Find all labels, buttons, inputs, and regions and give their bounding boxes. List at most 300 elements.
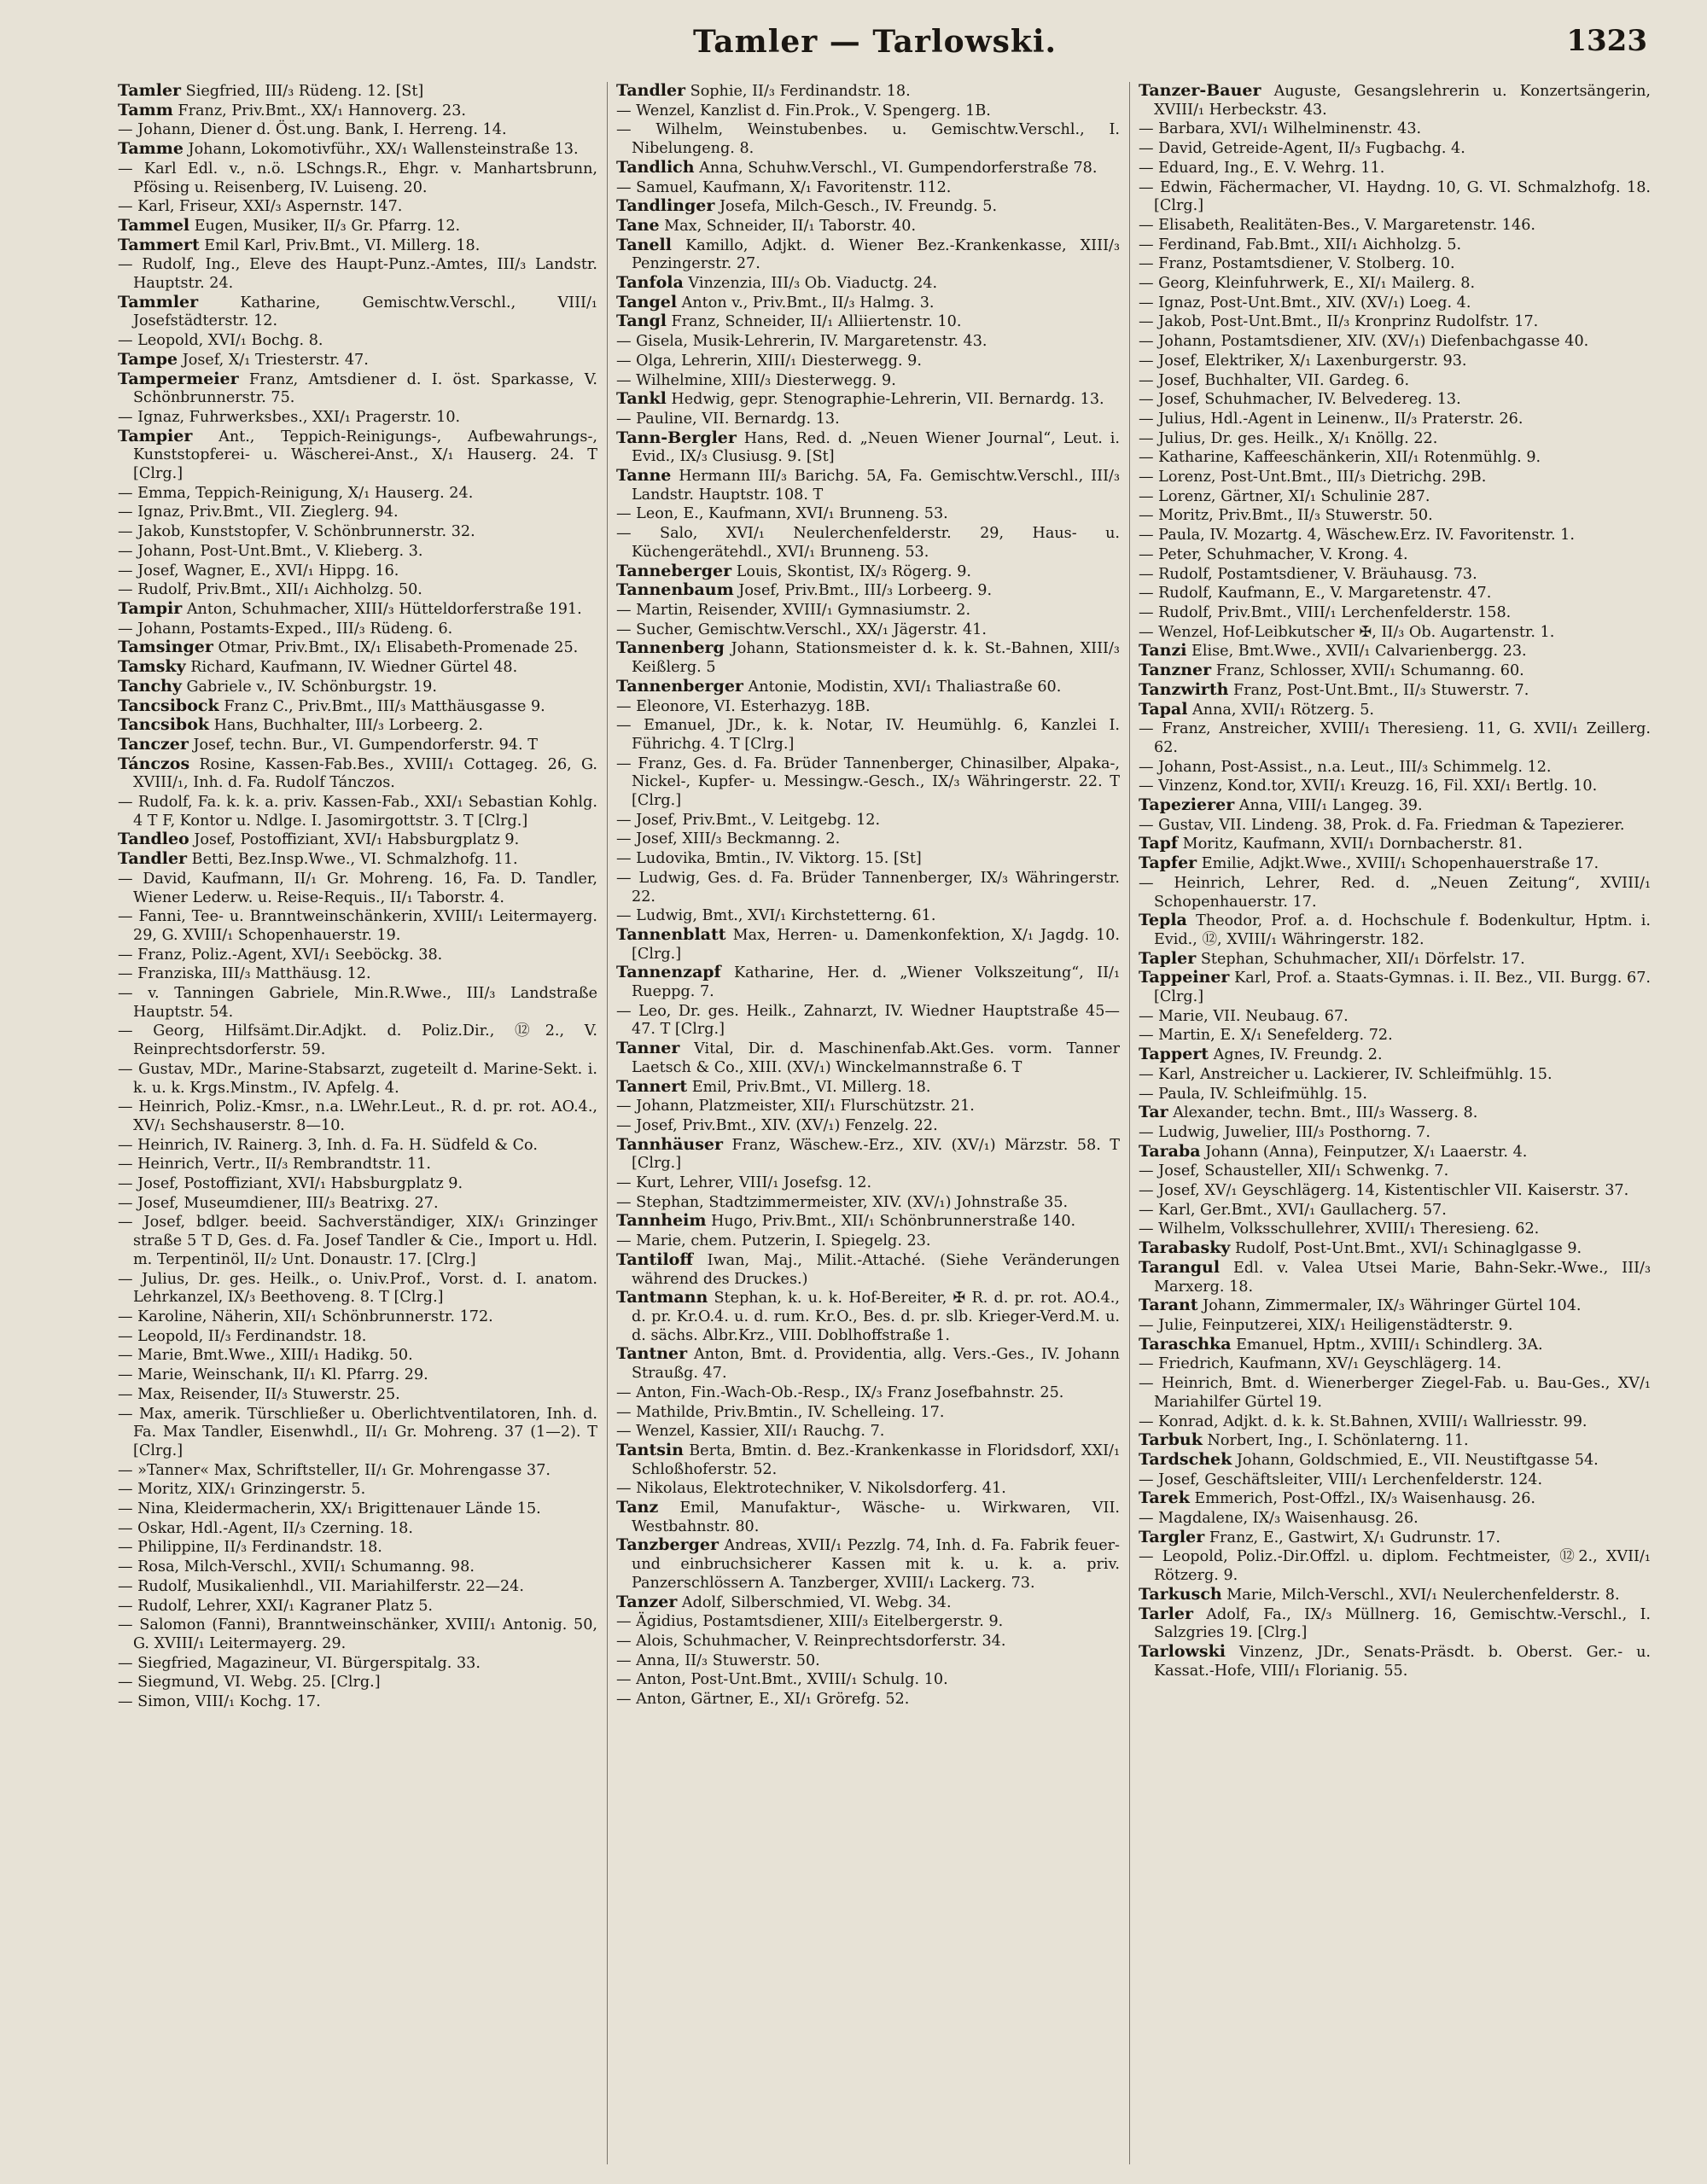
entry-details: — Leo, Dr. ges. Heilk., Zahnarzt, IV. Wiedner Hauptstraße 45—47. T [Clrg.]: [616, 1002, 1120, 1039]
entry-surname: Tánczos: [118, 754, 190, 773]
entry-details: — Max, Reisender, II/₃ Stuwerstr. 25.: [118, 1385, 400, 1403]
entry-surname: Tandleo: [118, 830, 189, 849]
entry-details: Alexander, techn. Bmt., III/₃ Wasserg. 8.: [1168, 1104, 1478, 1122]
entry-details: Antonie, Modistin, XVI/₁ Thaliastraße 60.: [743, 678, 1062, 696]
entry-surname: Tanzberger: [616, 1535, 720, 1555]
directory-entry: [1139, 874, 1651, 911]
entry-surname: Tancsibok: [118, 715, 210, 735]
entry-details: — Johann, Diener d. Öst.ung. Bank, I. Herreng. 14.: [118, 121, 507, 139]
directory-entry: [616, 1403, 1120, 1423]
entry-details: — Anton, Gärtner, E., XI/₁ Grörefg. 52.: [616, 1691, 910, 1709]
entry-details: Iwan, Maj., Milit.-Attaché. (Siehe Veränderungen während des Druckes.): [632, 1251, 1120, 1288]
entry-surname: Tapler: [1139, 948, 1197, 968]
entry-details: — Salo, XVI/₁ Neulerchenfelderstr. 29, Haus- u. Küchengerätehdl., XVI/₁ Brunneng. 53.: [616, 525, 1120, 561]
entry-details: — Karl, Friseur, XXI/₃ Aspernstr. 147.: [118, 198, 403, 216]
entry-surname: Tampir: [118, 598, 183, 618]
entry-details: — Ludovika, Bmtin., IV. Viktorg. 15. [St]: [616, 850, 922, 868]
directory-entry: [616, 217, 1120, 236]
entry-details: — Franziska, III/₃ Matthäusg. 12.: [118, 965, 371, 983]
directory-entry: [1139, 1451, 1651, 1471]
entry-details: Ant., Teppich-Reinigungs-, Aufbewahrungs-, Kunststopferei- u. Wäscherei-Anst., X/₁ Hauserg. 24. T [Clrg.]: [133, 428, 597, 483]
directory-entry: [616, 869, 1120, 906]
entry-details: — Johann, Platzmeister, XII/₁ Flurschützstr. 21.: [616, 1098, 975, 1115]
entry-surname: Tanczer: [118, 734, 189, 754]
entry-details: — Marie, chem. Putzerin, I. Spiegelg. 23.: [616, 1232, 931, 1250]
directory-entry: [1139, 1412, 1651, 1432]
directory-entry: [616, 1136, 1120, 1174]
directory-entry: [616, 1612, 1120, 1632]
entry-details: — Lorenz, Gärtner, XI/₁ Schulinie 287.: [1139, 487, 1430, 505]
entry-details: — Johann, Postamtsdiener, XIV. (XV/₁) Diefenbachgasse 40.: [1139, 333, 1589, 351]
directory-entry: [616, 1441, 1120, 1479]
entry-details: — Anton, Fin.-Wach-Ob.-Resp., IX/₃ Franz Josefbahnstr. 25.: [616, 1383, 1064, 1401]
directory-entry: [118, 946, 597, 965]
column-divider: [1129, 82, 1130, 2164]
directory-entry: [1139, 1296, 1651, 1316]
directory-entry: [1139, 1162, 1651, 1181]
entry-details: Franz, Schlosser, XVII/₁ Schumanng. 60.: [1211, 662, 1524, 680]
directory-entry: [1139, 390, 1651, 410]
entry-details: — Elisabeth, Realitäten-Bes., V. Margaretenstr. 146.: [1139, 216, 1535, 234]
entry-details: — Martin, Reisender, XVIII/₁ Gymnasiumstr. 2.: [616, 601, 971, 619]
directory-entry: [1139, 835, 1651, 854]
directory-entry: [118, 1346, 597, 1366]
entry-surname: Tandlinger: [616, 196, 715, 216]
directory-entry: [1139, 1471, 1651, 1490]
entry-details: — Gisela, Musik-Lehrerin, IV. Margaretenstr. 43.: [616, 333, 987, 351]
running-title: Tamler — Tarlowski.: [692, 24, 1057, 60]
entry-surname: Tantner: [616, 1344, 688, 1364]
entry-details: — Leopold, Poliz.-Dir.Offzl. u. diplom. Fechtmeister, ⑫2., XVII/₁ Rötzerg. 9.: [1139, 1548, 1651, 1585]
directory-entry: [616, 1097, 1120, 1116]
entry-details: Franz C., Priv.Bmt., III/₃ Matthäusgasse 9.: [218, 697, 545, 715]
entry-details: — Josef, Museumdiener, III/₃ Beatrixg. 27.: [118, 1194, 439, 1212]
entry-details: — Jakob, Kunststopfer, V. Schönbrunnerstr. 32.: [118, 523, 475, 541]
directory-entry: [118, 428, 597, 484]
entry-surname: Tampier: [118, 426, 193, 446]
entry-details: Andreas, XVII/₁ Pezzlg. 74, Inh. d. Fa. Fabrik feuer- und einbruchsicherer Kassen mit k. u. k. a. priv. Panzerschlössern A. Tanzberger, XVIII/₁ Lackerg. 73.: [632, 1537, 1120, 1592]
entry-details: Franz, Amtsdiener d. I. öst. Sparkasse, V. Schönbrunnerstr. 75.: [133, 370, 597, 407]
entry-details: — Vinzenz, Kond.tor, XVII/₁ Kreuzg. 16, Fil. XXI/₁ Bertlg. 10.: [1139, 778, 1598, 795]
entry-details: Adolf, Fa., IX/₃ Müllnerg. 16, Gemischtw.-Verschl., I. Salzgries 19. [Clrg.]: [1154, 1605, 1651, 1642]
directory-entry: [118, 1616, 597, 1653]
column-right: [1139, 82, 1651, 2164]
entry-details: — Leopold, XVI/₁ Bochg. 8.: [118, 332, 323, 350]
entry-details: Eugen, Musiker, II/₃ Gr. Pfarrg. 12.: [189, 217, 461, 235]
directory-entry: [118, 793, 597, 830]
entry-details: Johann (Anna), Feinputzer, X/₁ Laaerstr. 4.: [1200, 1143, 1528, 1161]
directory-entry: [1139, 681, 1651, 701]
entry-details: — Josef, Wagner, E., XVI/₁ Hippg. 16.: [118, 562, 399, 579]
entry-details: Anton, Bmt. d. Providentia, allg. Vers.-Ges., IV. Johann Straußg. 47.: [632, 1346, 1120, 1383]
entry-details: — Rudolf, Musikalienhdl., VII. Mariahilferstr. 22—24.: [118, 1577, 524, 1595]
page-number: 1323: [1566, 24, 1647, 58]
entry-surname: Tarbuk: [1139, 1430, 1203, 1450]
entry-details: — Karl, Ger.Bmt., XVI/₁ Gaullacherg. 57.: [1139, 1201, 1447, 1219]
entry-surname: Tanz: [616, 1498, 659, 1517]
directory-entry: [118, 102, 597, 121]
directory-entry: [118, 503, 597, 522]
directory-entry: [1139, 487, 1651, 507]
entry-surname: Tapal: [1139, 699, 1188, 719]
entry-details: Betti, Bez.Insp.Wwe., VI. Schmalzhofg. 11.: [187, 851, 518, 869]
directory-entry: [1139, 1547, 1651, 1585]
directory-entry: [616, 926, 1120, 964]
directory-entry: [1139, 1316, 1651, 1336]
entry-details: — Jakob, Post-Unt.Bmt., II/₃ Kronprinz Rudolfstr. 17.: [1139, 313, 1539, 331]
directory-entry: [118, 907, 597, 945]
entry-details: Norbert, Ing., I. Schönlaterng. 11.: [1202, 1432, 1469, 1450]
directory-entry: [1139, 911, 1651, 949]
entry-surname: Tanzer-Bauer: [1139, 82, 1261, 100]
entry-details: — Mathilde, Priv.Bmtin., IV. Schelleing. 17.: [616, 1403, 945, 1421]
directory-entry: [1139, 1007, 1651, 1027]
directory-entry: [1139, 1239, 1651, 1259]
directory-entry: [616, 849, 1120, 869]
directory-entry: [616, 1040, 1120, 1077]
directory-entry: [616, 1479, 1120, 1499]
directory-entry: [1139, 274, 1651, 294]
directory-entry: [118, 217, 597, 236]
directory-entry: [1139, 236, 1651, 255]
directory-entry: [616, 1383, 1120, 1403]
directory-entry: [118, 1480, 597, 1500]
directory-entry: [616, 1345, 1120, 1383]
entry-details: Stephan, Schuhmacher, XII/₁ Dörfelstr. 17.: [1196, 950, 1525, 968]
directory-entry: [1139, 178, 1651, 216]
directory-entry: [118, 658, 597, 678]
directory-entry: [118, 1327, 597, 1347]
entry-details: Emilie, Adjkt.Wwe., XVIII/₁ Schopenhauerstraße 17.: [1197, 855, 1599, 873]
entry-details: — Rudolf, Ing., Eleve des Haupt-Punz.-Amtes, III/₃ Landstr. Hauptstr. 24.: [118, 256, 597, 293]
directory-entry: [1139, 796, 1651, 816]
directory-entry: [1139, 1374, 1651, 1412]
entry-details: Emil, Manufaktur-, Wäsche- u. Wirkwaren, VII. Westbahnstr. 80.: [632, 1500, 1120, 1535]
entry-details: — Nikolaus, Elektrotechniker, V. Nikolsdorferg. 41.: [616, 1480, 1006, 1498]
directory-entry: [118, 830, 597, 850]
entry-surname: Tandlich: [616, 157, 695, 177]
entry-details: — Rudolf, Priv.Bmt., XII/₁ Aichholzg. 50.: [118, 581, 422, 599]
entry-details: — Anna, II/₃ Stuwerstr. 50.: [616, 1651, 820, 1669]
entry-details: — Wenzel, Kanzlist d. Fin.Prok., V. Spengerg. 1B.: [616, 102, 991, 119]
directory-entry: [1139, 1026, 1651, 1045]
directory-entry: [1139, 1045, 1651, 1065]
directory-entry: [1139, 701, 1651, 720]
entry-details: Gabriele v., IV. Schönburgstr. 19.: [181, 678, 437, 696]
directory-entry: [1139, 352, 1651, 371]
entry-details: Anna, Schuhw.Verschl., VI. Gumpendorferstraße 78.: [694, 159, 1098, 177]
directory-entry: [1139, 82, 1651, 119]
column-divider: [607, 82, 608, 2164]
directory-entry: [616, 1670, 1120, 1690]
directory-entry: [1139, 312, 1651, 332]
directory-entry: [616, 1499, 1120, 1536]
directory-entry: [118, 620, 597, 639]
directory-entry: [1139, 1354, 1651, 1374]
entry-details: Katharine, Her. d. „Wiener Volkszeitung“, II/₁ Rueppg. 7.: [632, 964, 1120, 1001]
entry-details: Otmar, Priv.Bmt., IX/₁ Elisabeth-Promenade 25.: [213, 639, 579, 657]
entry-details: Vinzenzia, III/₃ Ob. Viaductg. 24.: [683, 275, 938, 293]
directory-entry: [118, 484, 597, 504]
directory-entry: [616, 102, 1120, 121]
directory-entry: [118, 600, 597, 620]
directory-entry: [118, 351, 597, 370]
entry-details: — Peter, Schuhmacher, V. Krong. 4.: [1139, 545, 1408, 563]
entry-details: Richard, Kaufmann, IV. Wiedner Gürtel 48.: [185, 659, 518, 677]
entry-details: — Magdalene, IX/₃ Waisenhausg. 26.: [1139, 1510, 1419, 1528]
directory-entry: [1139, 1431, 1651, 1451]
directory-entry: [1139, 1259, 1651, 1296]
entry-surname: Tangel: [616, 292, 678, 312]
entry-details: — Olga, Lehrerin, XIII/₁ Diesterwegg. 9.: [616, 352, 922, 370]
entry-surname: Tappert: [1139, 1045, 1209, 1064]
entry-details: — Julie, Feinputzerei, XIX/₁ Heiligenstädterstr. 9.: [1139, 1317, 1513, 1334]
directory-entry: [1139, 1643, 1651, 1680]
directory-entry: [616, 504, 1120, 524]
directory-entry: [1139, 1529, 1651, 1548]
directory-entry: [616, 639, 1120, 677]
directory-entry: [616, 197, 1120, 217]
entry-details: — Pauline, VII. Bernardg. 13.: [616, 410, 840, 428]
entry-surname: Tanfola: [616, 273, 684, 293]
entry-details: — Franz, Postamtsdiener, V. Stolberg. 10.: [1139, 255, 1455, 273]
directory-entry: [1139, 139, 1651, 159]
entry-details: — Simon, VIII/₁ Kochg. 17.: [118, 1693, 321, 1711]
entry-details: — Gustav, MDr., Marine-Stabsarzt, zugeteilt d. Marine-Sekt. i. k. u. k. Krgs.Minstm., IV. Apfelg. 4.: [118, 1060, 597, 1097]
entry-surname: Tamsinger: [118, 638, 213, 657]
directory-entry: [118, 1194, 597, 1214]
directory-entry: [616, 390, 1120, 410]
entry-details: — Ludwig, Bmt., XVI/₁ Kirchstetterng. 61.: [616, 907, 936, 925]
entry-details: — Georg, Kleinfuhrwerk, E., XI/₁ Mailerg. 8.: [1139, 275, 1476, 293]
entry-surname: Tarek: [1139, 1488, 1190, 1508]
entry-surname: Tammert: [118, 235, 200, 254]
directory-entry: [1139, 159, 1651, 178]
entry-details: Moritz, Kaufmann, XVII/₁ Dornbacherstr. 81.: [1178, 836, 1523, 853]
directory-entry: [118, 1577, 597, 1597]
entry-details: — Rudolf, Kaufmann, E., V. Margaretenstr. 47.: [1139, 585, 1492, 603]
directory-entry: [118, 755, 597, 793]
directory-entry: [118, 140, 597, 160]
directory-entry: [118, 736, 597, 755]
entry-details: Emil Karl, Priv.Bmt., VI. Millerg. 18.: [199, 236, 481, 254]
directory-entry: [616, 1422, 1120, 1441]
directory-entry: [118, 1022, 597, 1059]
directory-entry: [616, 1593, 1120, 1613]
directory-entry: [118, 1654, 597, 1674]
entry-details: — Gustav, VII. Lindeng. 38, Prok. d. Fa. Friedman & Tapezierer.: [1139, 816, 1625, 834]
directory-entry: [616, 678, 1120, 697]
entry-details: Adolf, Silberschmied, VI. Webg. 34.: [677, 1593, 952, 1611]
entry-details: — Wilhelmine, XIII/₃ Diesterwegg. 9.: [616, 371, 896, 389]
directory-entry: [118, 1500, 597, 1519]
entry-details: — Moritz, XIX/₁ Grinzingerstr. 5.: [118, 1481, 366, 1499]
directory-entry: [118, 1307, 597, 1327]
entry-surname: Tannenberger: [616, 676, 743, 696]
entry-details: — Franz, Ges. d. Fa. Brüder Tannenberger, Chinasilber, Alpaka-, Nickel-, Kupfer- u. Messingw.-Gesch., IX/₃ Währingerstr. 22. T [Clrg.]: [616, 754, 1120, 810]
entry-surname: Tancsibock: [118, 696, 219, 715]
entry-surname: Tanell: [616, 235, 672, 254]
directory-entry: [1139, 661, 1651, 681]
entry-surname: Tantiloff: [616, 1249, 693, 1269]
entry-details: — Marie, VII. Neubaug. 67.: [1139, 1007, 1349, 1025]
entry-details: — Josef, Priv.Bmt., V. Leitgebg. 12.: [616, 811, 881, 829]
entry-details: — Josef, bdlger. beeid. Sachverständiger, XIX/₁ Grinzinger straße 5 T D, Ges. d. Fa. Josef Tandler & Cie., Import u. Hdl. m. Terpentinöl, II/₂ Unt. Donaustr. 17. [Clrg.]: [118, 1214, 597, 1268]
entry-details: Franz, Schneider, II/₁ Alliiertenstr. 10.: [666, 313, 962, 331]
entry-details: — Franz, Poliz.-Agent, XVI/₁ Seeböckg. 38.: [118, 946, 443, 964]
directory-entry: [118, 120, 597, 140]
entry-details: — Paula, IV. Schleifmühlg. 15.: [1139, 1085, 1367, 1103]
directory-entry: [1139, 429, 1651, 449]
entry-surname: Tannenblatt: [616, 924, 726, 944]
entry-surname: Tannenzapf: [616, 963, 721, 982]
entry-details: — Eduard, Ing., E. V. Wehrg. 11.: [1139, 159, 1385, 177]
directory-entry: [1139, 777, 1651, 796]
directory-entry: [118, 638, 597, 658]
entry-details: — Josef, Elektriker, X/₁ Laxenburgerstr. 93.: [1139, 352, 1467, 370]
entry-details: — Samuel, Kaufmann, X/₁ Favoritenstr. 112.: [616, 178, 952, 196]
entry-surname: Tanzi: [1139, 641, 1187, 661]
entry-surname: Tanchy: [118, 676, 182, 696]
entry-details: Josefa, Milch-Gesch., IV. Freundg. 5.: [714, 198, 998, 216]
entry-details: Rudolf, Post-Unt.Bmt., XVI/₁ Schinaglgasse 9.: [1230, 1240, 1582, 1258]
directory-entry: [118, 1405, 597, 1461]
directory-entry: [1139, 1586, 1651, 1605]
directory-entry: [1139, 332, 1651, 352]
entry-details: — Julius, Dr. ges. Heilk., o. Univ.Prof., Vorst. d. I. anatom. Lehrkanzel, IX/₃ Beethoveng. 8. T [Clrg.]: [118, 1270, 597, 1307]
entry-details: Johann, Zimmermaler, IX/₃ Währinger Gürtel 104.: [1197, 1297, 1582, 1315]
entry-details: — Rosa, Milch-Verschl., XVII/₁ Schumanng. 98.: [118, 1558, 475, 1576]
directory-entry: [1139, 1509, 1651, 1529]
entry-details: Franz, Priv.Bmt., XX/₁ Hannoverg. 23.: [172, 102, 467, 119]
entry-details: Emmerich, Post-Offzl., IX/₃ Waisenhausg. 26.: [1189, 1490, 1535, 1508]
directory-entry: [1139, 468, 1651, 487]
directory-entry: [118, 1538, 597, 1558]
directory-entry: [1139, 584, 1651, 603]
directory-entry: [1139, 1605, 1651, 1643]
directory-entry: [1139, 1201, 1651, 1220]
entry-details: Hugo, Priv.Bmt., XII/₁ Schönbrunnerstraße 140.: [706, 1213, 1076, 1231]
directory-entry: [1139, 254, 1651, 274]
directory-entry: [118, 1385, 597, 1405]
directory-entry: [616, 1690, 1120, 1709]
entry-surname: Tankl: [616, 389, 667, 409]
entry-details: Sophie, II/₃ Ferdinandstr. 18.: [685, 83, 911, 100]
directory-entry: [616, 562, 1120, 582]
entry-details: Josef, techn. Bur., VI. Gumpendorferstr. 94. T: [188, 736, 538, 754]
entry-details: Edl. v. Valea Utsei Marie, Bahn-Sekr.-Wwe., III/₃ Marxerg. 18.: [1154, 1259, 1651, 1296]
entry-details: — Ignaz, Fuhrwerksbes., XXI/₁ Pragerstr. 10.: [118, 408, 461, 426]
entry-surname: Tammler: [118, 292, 199, 312]
directory-entry: [1139, 1181, 1651, 1201]
entry-surname: Tardschek: [1139, 1449, 1232, 1469]
entry-details: Theodor, Prof. a. d. Hochschule f. Bodenkultur, Hptm. i. Evid., ⑫, XVIII/₁ Währingerstr. 182.: [1154, 912, 1651, 948]
directory-entry: [118, 294, 597, 331]
entry-details: — Franz, Anstreicher, XVIII/₁ Theresieng. 11, G. XVII/₁ Zeillerg. 62.: [1139, 720, 1651, 756]
entry-surname: Tann-Bergler: [616, 428, 737, 447]
entry-details: — Heinrich, Poliz.-Kmsr., n.a. LWehr.Leut., R. d. pr. rot. AO.4., XV/₁ Sechshauserstr. 8—10.: [118, 1098, 597, 1134]
entry-details: — Moritz, Priv.Bmt., II/₃ Stuwerstr. 50.: [1139, 507, 1433, 525]
directory-entry: [1139, 371, 1651, 391]
directory-entry: [1139, 448, 1651, 468]
directory-entry: [1139, 1085, 1651, 1104]
directory-entry: [1139, 506, 1651, 526]
directory-entry: [118, 1597, 597, 1616]
entry-details: — Heinrich, Bmt. d. Wienerberger Ziegel-Fab. u. Bau-Ges., XV/₁ Mariahilfer Gürtel 19.: [1139, 1375, 1651, 1411]
entry-details: — David, Getreide-Agent, II/₃ Fugbachg. 4.: [1139, 140, 1465, 158]
directory-entry: [118, 1270, 597, 1307]
directory-entry: [1139, 1220, 1651, 1239]
directory-entry: [118, 255, 597, 293]
directory-entry: [616, 1116, 1120, 1136]
entry-details: — Alois, Schuhmacher, V. Reinprechtsdorferstr. 34.: [616, 1632, 1006, 1650]
entry-details: Josef, X/₁ Triesterstr. 47.: [178, 351, 369, 369]
directory-entry: [118, 542, 597, 562]
entry-surname: Tarlowski: [1139, 1641, 1226, 1661]
directory-entry: [616, 467, 1120, 504]
directory-entry: [616, 1536, 1120, 1593]
directory-entry: [118, 160, 597, 197]
entry-surname: Tannheim: [616, 1211, 707, 1231]
entry-surname: Tamler: [118, 82, 182, 100]
directory-entry: [118, 408, 597, 428]
entry-surname: Tangl: [616, 312, 667, 331]
directory-entry: [1139, 603, 1651, 623]
directory-entry: [616, 159, 1120, 178]
entry-details: — Oskar, Hdl.-Agent, II/₃ Czerning. 18.: [118, 1519, 413, 1537]
entry-details: — Rudolf, Postamtsdiener, V. Bräuhausg. 73.: [1139, 565, 1477, 583]
directory-entry: [118, 1136, 597, 1156]
entry-surname: Tantmann: [616, 1288, 708, 1307]
directory-entry: [118, 82, 597, 102]
directory-entry: [118, 1366, 597, 1385]
directory-entry: [118, 870, 597, 907]
entry-details: Anton, Schuhmacher, XIII/₃ Hütteldorferstraße 191.: [182, 600, 582, 618]
entry-surname: Tannenberg: [616, 638, 725, 658]
directory-entry: [616, 274, 1120, 294]
directory-entry: [1139, 642, 1651, 661]
directory-entry: [1139, 1489, 1651, 1509]
directory-entry: [616, 1289, 1120, 1345]
directory-entry: [616, 371, 1120, 391]
entry-details: — Marie, Bmt.Wwe., XIII/₁ Hadikg. 50.: [118, 1347, 413, 1365]
directory-entry: [1139, 1104, 1651, 1123]
entry-details: — Martin, E. X/₁ Senefelderg. 72.: [1139, 1027, 1393, 1045]
directory-entry: [616, 332, 1120, 352]
directory-entry: [118, 1213, 597, 1269]
entry-details: — Heinrich, Lehrer, Red. d. „Neuen Zeitung“, XVIII/₁ Schopenhauerstr. 17.: [1139, 874, 1651, 911]
directory-entry: [118, 1155, 597, 1174]
directory-entry: [616, 1232, 1120, 1251]
directory-entry: [616, 429, 1120, 467]
directory-entry: [616, 294, 1120, 313]
directory-entry: [616, 178, 1120, 198]
entry-details: Auguste, Gesangslehrerin u. Konzertsängerin, XVIII/₁ Herbeckstr. 43.: [1154, 83, 1651, 119]
entry-details: Katharine, Gemischtw.Verschl., VIII/₁ Josefstädterstr. 12.: [133, 294, 597, 330]
entry-surname: Tannhäuser: [616, 1134, 723, 1154]
entry-details: — Emanuel, JDr., k. k. Notar, IV. Heumühlg. 6, Kanzlei I. Führichg. 4. T [Clrg.]: [616, 717, 1120, 753]
entry-details: — Paula, IV. Mozartg. 4, Wäschew.Erz. IV. Favoritenstr. 1.: [1139, 527, 1575, 545]
directory-entry: [1139, 969, 1651, 1006]
directory-entry: [1139, 1143, 1651, 1162]
entry-details: Vital, Dir. d. Maschinenfab.Akt.Ges. vorm. Tanner Laetsch & Co., XIII. (XV/₁) Winckelmannstraße 6. T: [632, 1040, 1120, 1076]
entry-surname: Tamsky: [118, 657, 186, 677]
entry-details: — Georg, Hilfsämt.Dir.Adjkt. d. Poliz.Dir., ⑫2., V. Reinprechtsdorferstr. 59.: [118, 1022, 597, 1059]
entry-details: — Marie, Weinschank, II/₁ Kl. Pfarrg. 29.: [118, 1366, 428, 1384]
entry-details: Max, Schneider, II/₁ Taborstr. 40.: [659, 217, 917, 235]
directory-entry: [118, 1174, 597, 1194]
directory-entry: [616, 1078, 1120, 1098]
